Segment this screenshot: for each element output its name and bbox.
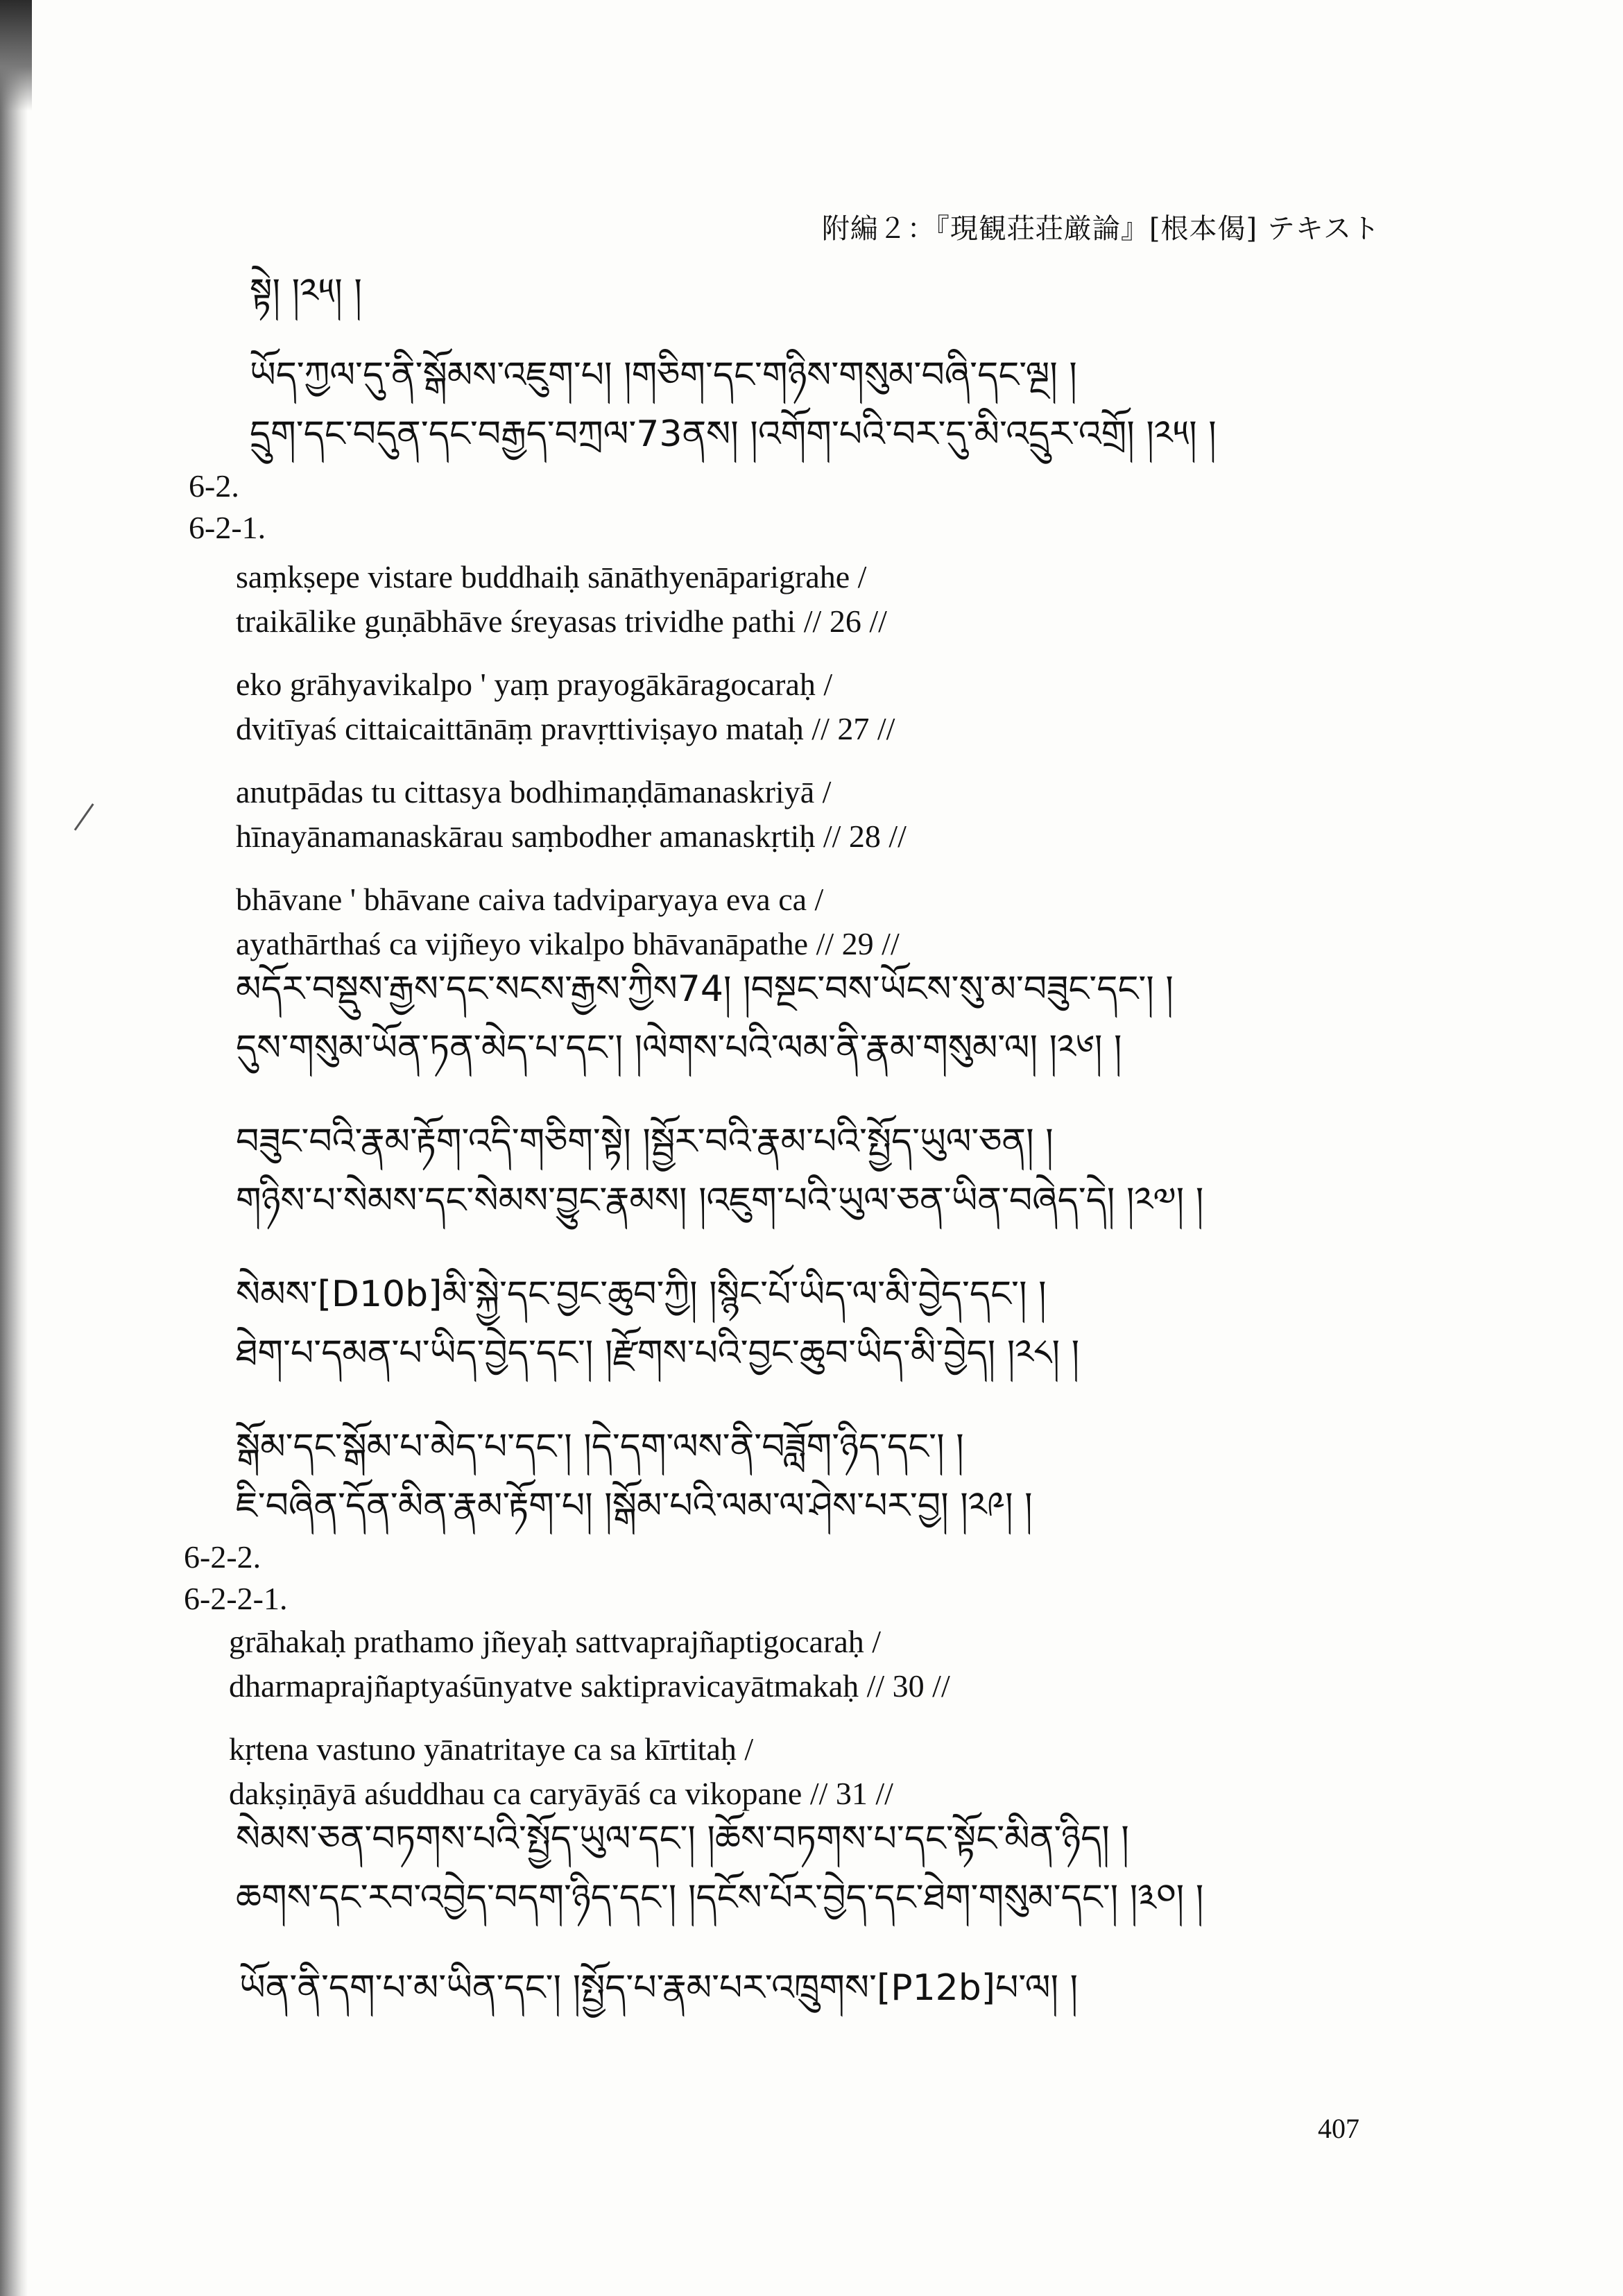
verse-line: anutpādas tu cittasya bodhimaṇḍāmanaskriyā / [236,774,832,809]
section-number: 6-2-2. [184,1539,261,1575]
verse-line: traikālike guṇābhāve śreyasas trividhe pathi // 26 // [236,603,887,639]
page-number: 407 [1318,2113,1359,2144]
sanskrit-verse [229,1727,893,1816]
sanskrit-verse [236,770,907,859]
tibetan-line: གཉིས་པ་སེམས་དང་སེམས་བྱུང་རྣམས། །འཇུག་པའི་ཡུལ་ཅན་ཡིན་བཞེད་དེ། །༢༧། ། [236,1180,1204,1222]
verse-line: saṃkṣepe vistare buddhaiḥ sānāthyenāparigrahe / [236,559,867,594]
verse-line: dvitīyaś cittaicaittānāṃ pravṛttiviṣayo mataḥ // 27 // [236,711,895,746]
tibetan-line: ཇི་བཞིན་དོན་མིན་རྣམ་རྟོག་པ། །སྒོམ་པའི་ལམ་ལ་ཤེས་པར་བྱ། །༢༩། ། [236,1485,1033,1527]
tibetan-line: དུས་གསུམ་ཡོན་ཏན་མེད་པ་དང་། །ལེགས་པའི་ལམ་ནི་རྣམ་གསུམ་ལ། །༢༦། ། [236,1027,1122,1069]
sanskrit-verse [236,877,900,966]
verse-line: eko grāhyavikalpo ' yaṃ prayogākāragocaraḥ / [236,667,833,702]
sanskrit-verse [236,662,895,751]
verse-line: ayathārthaś ca vijñeyo vikalpo bhāvanāpathe // 29 // [236,926,900,961]
section-number: 6-2. [189,468,239,504]
tibetan-line: མདོར་བསྡུས་རྒྱས་དང་སངས་རྒྱས་ཀྱིས74། །བསྔང་བས་ཡོངས་སུ་མ་བཟུང་དང་། ། [236,968,1174,1010]
sanskrit-verse [236,555,887,644]
tibetan-line: ཆགས་དང་རབ་འབྱེད་བདག་ཉིད་དང་། །དངོས་པོར་བྱེད་དང་ཐེག་གསུམ་དང་། །༣༠། ། [236,1877,1204,1919]
tibetan-line: དྲུག་དང་བདུན་དང་བརྒྱད་བཀྲལ་73ནས། །འགོག་པའི་བར་དུ་མི་འདྲུར་འགྲོ། །༢༥། ། [250,413,1217,455]
tibetan-line: སྒོམ་དང་སྒོམ་པ་མེད་པ་དང་། །དེ་དག་ལས་ནི་བཟློག་ཉིད་དང་། ། [236,1426,964,1468]
section-number: 6-2-1. [189,510,266,545]
tibetan-line: ཡོན་ནི་དག་པ་མ་ཡིན་དང་། །སྤྱོད་པ་རྣམ་པར་འཁྲུགས་[P12b]པ་ལ། ། [239,1967,1079,2009]
verse-line: hīnayānamanaskārau saṃbodher amanaskṛtiḥ // 28 // [236,819,907,854]
tibetan-line: སེམས་[D10b]མི་སྐྱེ་དང་བྱང་ཆུབ་ཀྱི། །སྙིང་པོ་ཡིད་ལ་མི་བྱེད་དང་། ། [236,1274,1047,1315]
tibetan-line: ཐེག་པ་དམན་པ་ཡིད་བྱེད་དང་། །རྫོགས་པའི་བྱང་ཆུབ་ཡིད་མི་བྱེད། །༢༨། ། [236,1333,1080,1374]
tibetan-line: ཡོད་ཀྱལ་དུ་ནི་སྒོམས་འཇུག་པ། །གཅིག་དང་གཉིས་གསུམ་བཞི་དང་ལྔ། ། [250,354,1077,396]
section-number: 6-2-2-1. [184,1581,288,1616]
verse-line: bhāvane ' bhāvane caiva tadviparyaya eva ca / [236,882,824,917]
sanskrit-verse [229,1620,950,1708]
verse-line: kṛtena vastuno yānatritaye ca sa kīrtitaḥ / [229,1731,754,1767]
tibetan-line: སྟེ། །༢༥། ། [250,271,362,313]
verse-line: dharmaprajñaptyaśūnyatve saktipravicayātmakaḥ // 30 // [229,1668,950,1704]
verse-line: dakṣiṇāyā aśuddhau ca caryāyāś ca vikopane // 31 // [229,1776,893,1811]
tibetan-line: བཟུང་བའི་རྣམ་རྟོག་འདི་གཅིག་སྟེ། །སྦྱོར་བའི་རྣམ་པའི་སྤྱོད་ཡུལ་ཅན། ། [236,1121,1054,1163]
running-header: 附編２：『現観荘荘厳論』[根本偈] テキスト [821,213,1380,245]
tibetan-line: སེམས་ཅན་བཏགས་པའི་སྤྱོད་ཡུལ་དང་། །ཆོས་བཏགས་པ་དང་སྟོང་མིན་ཉིད། ། [236,1818,1129,1860]
verse-line: grāhakaḥ prathamo jñeyaḥ sattvaprajñaptigocaraḥ / [229,1624,882,1659]
